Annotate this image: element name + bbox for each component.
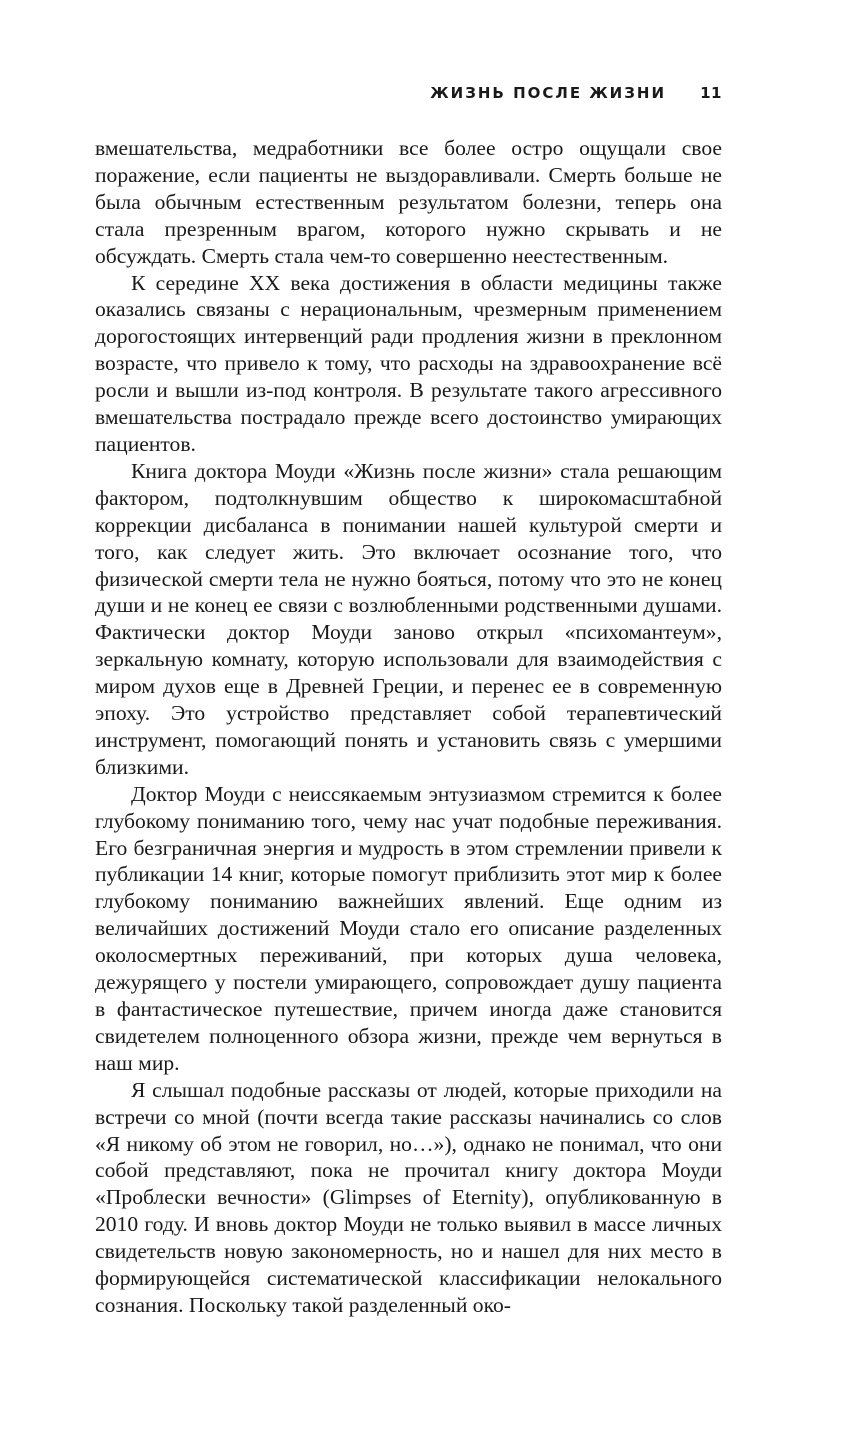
running-header (95, 84, 722, 106)
running-title: ЖИЗНЬ ПОСЛЕ ЖИЗНИ (430, 84, 666, 102)
body-text (95, 135, 722, 1319)
paragraph: Доктор Моуди с неиссякаемым энтузиазмом стремится к более глубокому пониманию того, чему нас учат подобные переживания. Его безграничная энергия и мудрость в этом стремлении привели к публикации 14 книг, которые помогут приблизить этот мир к более глубокому пониманию важнейших явлений. Еще одним из величайших достижений Моуди стало его описание разделенных околосмертных переживаний, при которых душа человека, дежурящего у постели умирающего, сопровождает душу пациента в фантастическое путешествие, причем иногда даже становится свидетелем полноценного обзора жизни, прежде чем вернуться в наш мир. (95, 781, 722, 1075)
paragraph-continued: вмешательства, медработники все более остро ощущали свое поражение, если пациенты не выздоравливали. Смерть больше не была обычным естественным результатом болезни, теперь она стала презренным врагом, которого нужно скрывать и не обсуждать. Смерть стала чем-то совершенно неестественным. (95, 136, 722, 268)
paragraph: Книга доктора Моуди «Жизнь после жизни» стала решающим фактором, подтолкнувшим общество к широкомасштабной коррекции дисбаланса в понимании нашей культурой смерти и того, как следует жить. Это включает осознание того, что физической смерти тела не нужно бояться, потому что это не конец души и не конец ее связи с возлюбленными родственными душами. Фактически доктор Моуди заново открыл «психомантеум», зеркальную комнату, которую использовали для взаимодействия с миром духов еще в Древней Греции, и перенес ее в современную эпоху. Это устройство представляет собой терапевтический инструмент, помогающий понять и установить связь с умершими близкими. (95, 458, 722, 779)
paragraph: К середине XX века достижения в области медицины также оказались связаны с нерациональным, чрезмерным применением дорогостоящих интервенций ради продления жизни в преклонном возрасте, что привело к тому, что расходы на здравоохранение всё росли и вышли из-под контроля. В результате такого агрессивного вмешательства пострадало прежде всего достоинство умирающих пациентов. (95, 270, 722, 456)
paragraph: Я слышал подобные рассказы от людей, которые приходили на встречи со мной (почти всегда такие рассказы начинались со слов «Я никому об этом не говорил, но…»), однако не понимал, что они собой представляют, пока не прочитал книгу доктора Моуди «Проблески вечности» (Glimpses of Eternity), опубликованную в 2010 году. И вновь доктор Моуди не только выявил в массе личных свидетельств новую закономерность, но и нашел для них место в формирующейся систематической классификации нелокального сознания. Поскольку такой разделенный око- (95, 1077, 722, 1317)
page-number: 11 (700, 84, 722, 102)
